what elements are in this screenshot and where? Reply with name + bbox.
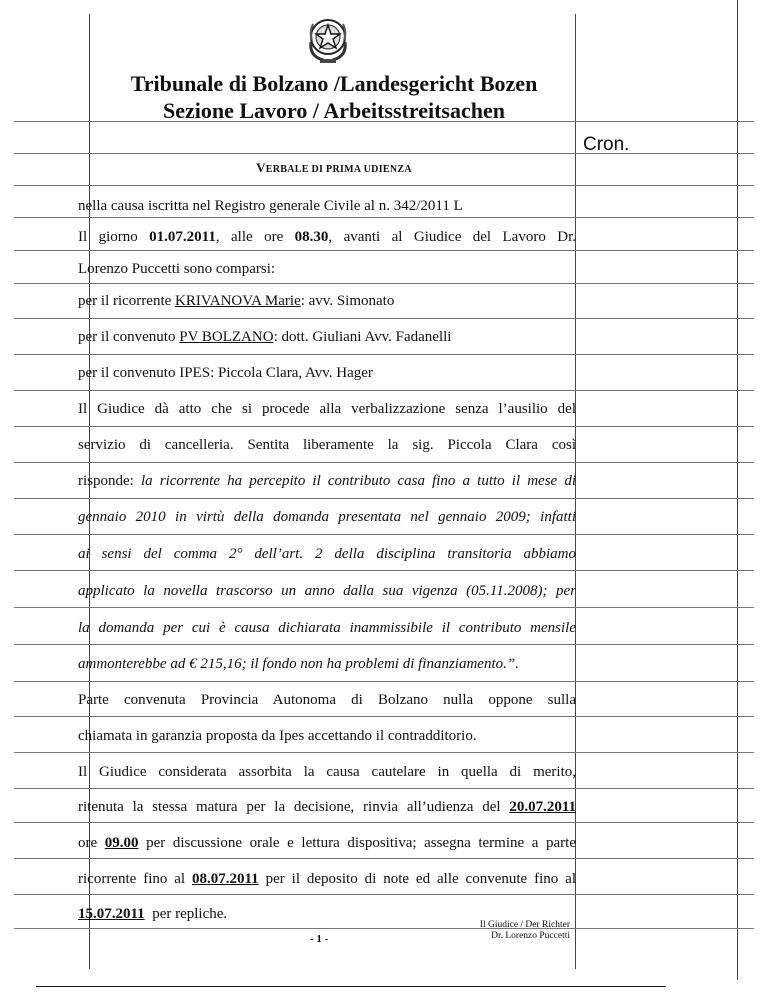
ruled-line — [14, 283, 754, 284]
testimony-line: la domanda per cui è causa dichiarata inammissibile il contributo mensile — [78, 620, 576, 636]
judge-signature — [440, 920, 570, 942]
ruled-line — [14, 498, 754, 499]
ruled-line — [14, 752, 754, 753]
ruled-line — [14, 607, 754, 608]
claimant-name: KRIVANOVA Marie — [175, 293, 301, 309]
body-line: ritenuta la stessa matura per la decisione, rinvia all’udienza del 20.07.2011 — [78, 799, 576, 815]
body-line: per il ricorrente KRIVANOVA Marie: avv. Simonato — [78, 293, 395, 309]
court-title: Tribunale di Bolzano /Landesgericht Bozen — [130, 71, 538, 96]
footer-rule — [36, 986, 666, 987]
signature-name: Dr. Lorenzo Puccetti — [491, 931, 570, 941]
defendant-name: PV BOLZANO — [179, 329, 274, 345]
republic-emblem-icon — [303, 12, 353, 66]
body-line: Il Giudice considerata assorbita la causa cautelare in quella di merito, — [78, 764, 576, 780]
hearing-time: 08.30 — [294, 229, 329, 245]
body-line: risponde: la ricorrente ha percepito il contributo casa fino a tutto il mese di — [78, 473, 576, 489]
body-line: per il convenuto PV BOLZANO: dott. Giuliani Avv. Fadanelli — [78, 329, 452, 345]
ruled-line — [14, 858, 754, 859]
ruled-line — [14, 644, 754, 645]
body-line: ricorrente fino al 08.07.2011 per il deposito di note ed alle convenute fino al — [78, 871, 576, 887]
replies-deadline: 15.07.2011 — [78, 906, 145, 922]
ruled-line — [14, 250, 754, 251]
left-margin-rule — [89, 14, 90, 969]
verbale-title — [88, 160, 580, 176]
body-line: servizio di cancelleria. Sentita liberamente la sig. Piccola Clara così — [78, 437, 576, 453]
body-line: ore 09.00 per discussione orale e lettura dispositiva; assegna termine a parte — [78, 835, 576, 851]
testimony-line: gennaio 2010 in virtù della domanda presentata nel gennaio 2009; infatti — [78, 509, 576, 525]
signature-role: Il Giudice / Der Richter — [479, 920, 570, 930]
ruled-line — [14, 390, 754, 391]
ruled-line — [14, 354, 754, 355]
ruled-line — [14, 570, 754, 571]
ruled-line — [14, 788, 754, 789]
testimony-text: la ricorrente ha percepito il contributo casa fino a tutto il mese di — [140, 473, 576, 489]
testimony-line: applicato la novella trascorso un anno dalla sua vigenza (05.11.2008); per — [78, 583, 576, 599]
body-line: Il Giudice dà atto che si procede alla verbalizzazione senza l’ausilio del — [78, 401, 576, 417]
ruled-line — [14, 153, 754, 154]
ruled-line — [14, 426, 754, 427]
body-line: Il giorno 01.07.2011, alle ore 08.30, avanti al Giudice del Lavoro Dr. — [78, 229, 576, 245]
body-line: per il convenuto IPES: Piccola Clara, Avv. Hager — [78, 365, 373, 381]
ruled-line — [14, 462, 754, 463]
body-line: chiamata in garanzia proposta da Ipes accettando il contradditorio. — [78, 728, 477, 744]
cron-label: Cron. — [583, 134, 630, 155]
page-number: - 1 - — [310, 933, 329, 945]
ruled-line — [14, 534, 754, 535]
ruled-line — [14, 894, 754, 895]
right-margin-rule — [737, 0, 738, 980]
ruled-line — [14, 681, 754, 682]
testimony-line: ai sensi del comma 2° dell’art. 2 della disciplina transitoria abbiamo — [78, 546, 576, 562]
testimony-line: ammonterebbe ad € 215,16; il fondo non ha problemi di finanziamento.”. — [78, 656, 519, 672]
notes-deadline: 08.07.2011 — [192, 871, 259, 887]
body-line: Parte convenuta Provincia Autonoma di Bolzano nulla oppone sulla — [78, 692, 576, 708]
next-hearing-date: 20.07.2011 — [509, 799, 576, 815]
body-line: 15.07.2011 per repliche. — [78, 906, 228, 922]
ruled-line — [14, 716, 754, 717]
verbale-title-initial: V — [256, 160, 266, 175]
court-section: Sezione Lavoro / Arbeitsstreitsachen — [163, 98, 505, 123]
body-line: Lorenzo Puccetti sono comparsi: — [78, 261, 276, 277]
ruled-line — [14, 318, 754, 319]
ruled-line — [14, 928, 754, 929]
ruled-line — [14, 185, 754, 186]
verbale-title-rest: ERBALE DI PRIMA UDIENZA — [265, 164, 412, 175]
body-line: nella causa iscritta nel Registro generale Civile al n. 342/2011 L — [78, 198, 463, 214]
ruled-line — [14, 822, 754, 823]
next-hearing-time: 09.00 — [104, 835, 139, 851]
ruled-line — [14, 217, 754, 218]
hearing-date: 01.07.2011 — [149, 229, 216, 245]
right-text-rule — [575, 14, 576, 969]
